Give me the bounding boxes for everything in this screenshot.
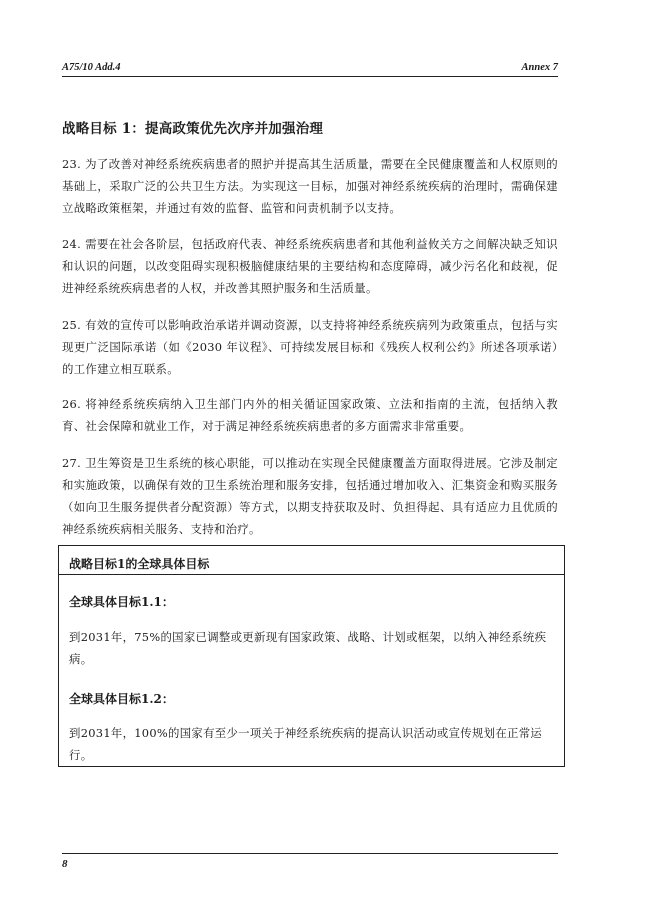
section-title: 战略目标 1：提高政策优先次序并加强治理 bbox=[62, 121, 324, 137]
page-header bbox=[62, 62, 558, 77]
annex-label: Annex 7 bbox=[521, 62, 558, 73]
paragraph-23: 23. 为了改善对神经系统疾病患者的照护并提高其生活质量，需要在全民健康覆盖和人权原则的基础上，采取广泛的公共卫生方法。为实现这一目标，加强对神经系统疾病的治理时，需确保建立战略政策框架，并通过有效的监督、监管和问责机制予以支持。 bbox=[62, 157, 558, 215]
paragraph-27: 27. 卫生筹资是卫生系统的核心职能，可以推动在实现全民健康覆盖方面取得进展。它涉及制定和实施政策，以确保有效的卫生系统治理和服务安排，包括通过增加收入、汇集资金和购买服务（如向卫生服务提供者分配资源）等方式，以期支持获取及时、负担得起、具有适应力且优质的神经系统疾病相关服务、支持和治疗。 bbox=[62, 456, 558, 536]
paragraph-25: 25. 有效的宣传可以影响政治承诺并调动资源，以支持将神经系统疾病列为政策重点，包括与实现更广泛国际承诺（如《2030 年议程》、可持续发展目标和《残疾人权利公约》所述各项承诺）的工作建立相互联系。 bbox=[62, 318, 558, 376]
target-1-2-label: 全球具体目标1.2： bbox=[69, 692, 174, 706]
paragraph-24: 24. 需要在社会各阶层，包括政府代表、神经系统疾病患者和其他利益攸关方之间解决缺乏知识和认识的问题，以改变阻碍实现积极脑健康结果的主要结构和态度障碍，减少污名化和歧视，促进神经系统疾病患者的人权，并改善其照护服务和生活质量。 bbox=[62, 237, 558, 295]
target-1-1-label: 全球具体目标1.1： bbox=[69, 595, 174, 609]
document-code: A75/10 Add.4 bbox=[62, 62, 121, 73]
paragraph-26: 26. 将神经系统疾病纳入卫生部门内外的相关循证国家政策、立法和指南的主流，包括纳入教育、社会保障和就业工作，对于满足神经系统疾病患者的多方面需求非常重要。 bbox=[62, 397, 558, 433]
target-1-1-text: 到2031年，75%的国家已调整或更新现有国家政策、战略、计划或框架，以纳入神经系统疾病。 bbox=[69, 630, 547, 666]
box-divider bbox=[59, 574, 564, 575]
target-1-2-text: 到2031年，100%的国家有至少一项关于神经系统疾病的提高认识活动或宣传规划在正常运行。 bbox=[69, 726, 543, 762]
page-footer bbox=[62, 853, 558, 870]
box-heading: 战略目标1的全球具体目标 bbox=[69, 557, 210, 571]
page-number: 8 bbox=[62, 858, 68, 870]
global-targets-box bbox=[58, 545, 565, 767]
